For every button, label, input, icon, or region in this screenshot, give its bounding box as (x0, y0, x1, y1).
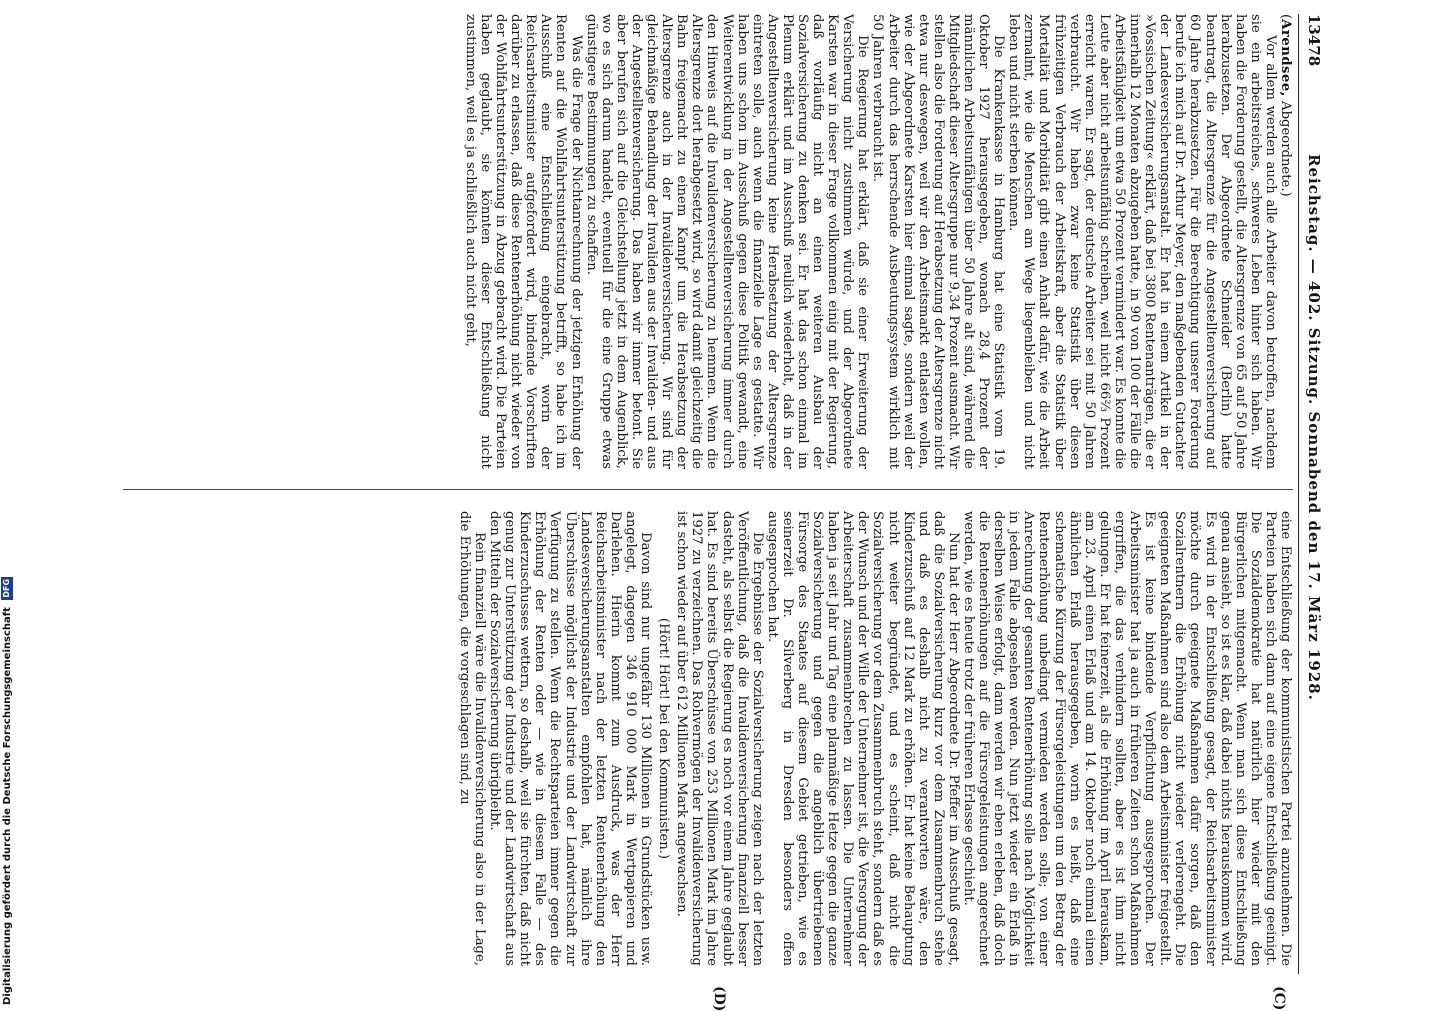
speaker-line: (Arendsee, Abgeordnete.) (1278, 14, 1293, 197)
left-column (123, 14, 1293, 469)
digitization-credit (1, 45, 15, 1005)
page-header (1301, 14, 1327, 974)
dfg-logo: DFG (2, 578, 11, 598)
page-number: 13478 (1305, 14, 1323, 67)
credit-text: Digitalisierung gefördert durch die Deutsche Forschungsgemeinschaft (2, 607, 13, 1005)
rotated-document-page (107, 14, 1327, 1011)
paragraph: Die Regierung hat erklärt, daß sie einer Erweiterung der Versicherung nicht zustimmen würde, und der Abgeordnete Karsten war in dieser Frage vollkommen einig mit der Regierung, daß vorläufig nicht an einen weiteren Ausbau der Sozialversicherung zu denken sei. Er hat das schon einmal im Plenum erklärt und im Ausschuß neulich wiederholt, daß in der Angestelltenversicherung keine Herabsetzung der Altersgrenze eintreten solle, auch wenn die finanzielle Lage es gestatte. Wir haben uns schon im Ausschuß gegen diese Politik gewandt, eine Weiterentwicklung in der Angestelltenversicherung immer durch den Hinweis auf die Invalidenversicherung zu hemmen. Wenn die Altersgrenze dort herabgesetzt wird, so wird damit gleichzeitig die Bahn freigemacht zu einem Kampf um die Herabsetzung der Altersgrenze auch in der Invalidenversicherung. Wir sind für gleichmäßige Behandlung der Invaliden aus der Invaliden- und aus der Angestelltenversicherung. Das haben wir immer betont. Sie aber berufen sich auf die Gleichstellung jetzt in dem Augenblick, wo es sich darum handelt, eventuell für die eine Gruppe etwas günstigere Bestimmungen zu schaffen. (583, 14, 871, 469)
column-divider (123, 489, 1293, 490)
paragraph: Nun hat der Herr Abgeordnete Dr. Pfeffer im Ausschuß gesagt, daß die Sozialversicherung kurz vor dem Zusammenbruch stehe und daß es deshalb nicht zu verantworten wäre, den Kinderzuschuß auf 12 Mark zu erhöhen. Er hat keine Behauptung nicht weiter begründet, und es scheint, daß nicht die Sozialversicherung vor dem Zusammenbruch steht, sondern daß es der Wunsch und der Wille der Unternehmer ist, die Versorgung der Arbeiterschaft zusammenbrechen zu lassen. Die Unternehmer haben ja seit Jahr und Tag eine planmäßige Hetze gegen die ganze Sozialversicherung und gegen die angeblich übertriebenen Fürsorge des Staates auf diesem Gebiet getrieben, wie es seinerzeit Dr. Silverberg in Dresden besonders offen ausgesprochen hat. (764, 511, 961, 966)
paragraph: Die Ergebnisse der Sozialversicherung zeigen nach der letzten Veröffentlichung, daß die Invalidenversicherung finanziell besser dasteht, als selbst die Regierung es noch vor einem Jahre geglaubt hat. Es sind bereits Überschüsse von 253 Millionen Mark im Jahre 1927 zu verzeichnen. Das Rohvermögen der Invalidenversicherung ist schon wieder auf über 612 Millionen Mark angewachsen. (674, 511, 765, 966)
header-rule (1298, 14, 1299, 974)
right-column (123, 511, 1293, 966)
paragraph: Rein finanziell wäre die Invalidenversicherung also in der Lage, die Erhöhungen, die vorgeschlagen sind, zu (456, 511, 488, 966)
paragraph: Davon sind nur ungefähr 130 Millionen in Grundstücken usw. angelegt, dagegen 346 910 000 Mark in Wertpapieren und Darlehen. Hierin kommt zum Ausdruck, was der Herr Reichsarbeitsminister nach der letzten Rentenerhöhung den Landesversicherungsanstalten empfohlen hat, nämlich ihre Überschüsse möglichst der Industrie und der Landwirtschaft zur Verfügung zu stellen. Wenn die Rechtsparteien immer gegen die Erhöhung der Renten oder — wie in diesem Falle — des Kinderzuschusses wettern, so deshalb, weil sie fürchten, daß nicht genug zur Unterstützung der Industrie und der Landwirtschaft aus den Mitteln der Sozialversicherung übrigbleibt. (487, 511, 654, 966)
margin-marker-c: (C) (1271, 986, 1287, 1011)
speaker-name: Arendsee, (1278, 19, 1293, 97)
margin-marker-d: (D) (711, 986, 727, 1011)
paragraph: Die Krankenkasse in Hamburg hat eine Statistik vom 19. Oktober 1927 herausgegeben, wonach 28,4 Prozent der männlichen Arbeitsunfähigen über 50 Jahre alt sind, während die Mitgliedschaft dieser Altersgruppe nur 9,34 Prozent ausmacht. Wir stellen also die Forderung auf Herabsetzung der Altersgrenze nicht etwa nur deswegen, weil wir den Arbeitsmarkt entlasten wollen, wie der Abgeordnete Karsten hier einmal sagte, sondern weil der Arbeiter durch das herrschende Ausbeutungssystem wirklich mit 50 Jahren verbraucht ist. (870, 14, 1007, 469)
paragraph: Vor allem werden auch alle Arbeiter davon betroffen, nachdem sie ein arbeitsreiches, schweres Leben hinter sich haben. Wir haben die Forderung gestellt, die Altersgrenze von 65 auf 50 Jahre herabzusetzen. Der Abgeordnete Schneider (Berlin) hatte beantragt, die Altersgrenze für die Angestelltenversicherung auf 60 Jahre herabzusetzen. Für die Berechtigung unserer Forderung berufe ich mich auf Dr. Arthur Meyer, den maßgebenden Gutachter der Landesversicherungsanstalt. Er hat in einem Artikel in der »Vossischen Zeitung« erklärt, daß bei 3800 Rentenanträgen, die er innerhalb 12 Monaten abzugeben hatte, in 90 von 100 der Fälle die Arbeitsfähigkeit um etwa 50 Prozent vermindert war. Es konnte die Leute aber nicht arbeitsunfähig schreiben, weil nicht 66⅔ Prozent erreicht waren. Er sagt, der deutsche Arbeiter sei mit 50 Jahren verbraucht. Wir haben zwar keine Statistik über diesen frühzeitigen Verbrauch der Arbeitskraft, aber die Statistik über Mortalität und Morbidität gibt einen Anhalt dafür, wie die Arbeit zermalmt, wie die Menschen am Wege liegenbleiben und nicht leben und nicht sterben können. (1006, 14, 1278, 469)
interjection: (Hört! Hört! bei den Kommunisten.) (656, 617, 672, 860)
running-title: Reichstag. — 402. Sitzung. Sonnabend den 17. März 1928. (1305, 154, 1323, 701)
paragraph: Was die Frage der Nichtanrechnung der jetzigen Erhöhung der Renten auf die Wohlfahrtsunterstützung betrifft, so habe ich im Ausschuß eine Entschließung eingebracht, worin der Reichsarbeitsminister aufgefordert wird, bindende Vorschriften darüber zu erlassen, daß diese Rentenerhöhung nicht wieder von der Wohlfahrtsunterstützung in Abzug gebracht wird. Die Parteien haben geglaubt, sie könnten dieser Entschließung nicht zustimmen, weil es ja schließlich auch nicht geht, (462, 14, 584, 469)
paragraph: eine Entschließung der kommunistischen Partei anzunehmen. Die Parteien haben sich dann auf eine eigene Entschließung geeinigt. Die Sozialdemokratie hat natürlich hier wieder mit den Bürgerlichen mitgemacht. Wenn man sich diese Entschließung genau ansieht, so ist es klar, daß dabei nichts herauskommen wird. Es wird in der Entschließung gesagt, der Reichsarbeitsminister möchte durch geeignete Maßnahmen dafür sorgen, daß den Sozialrentnern die Erhöhung nicht wieder verlorengeht. Die geeigneten Maßnahmen sind also dem Arbeitsminister freigestellt. Es ist keine bindende Verpflichtung ausgesprochen. Der Arbeitsminister hat ja auch in früheren Zeiten schon Maßnahmen ergriffen, die das verhindern sollten, aber es ist ihm nicht gelungen. Er hat feinerzeit, als die Erhöhung im April herauskam, am 23. April einen Erlaß und am 14. Oktober noch einmal einen ähnlichen Erlaß herausgegeben, worin es heißt, daß eine schematische Kürzung der Fürsorgeleistungen um den Betrag der Rentenerhöhung unbedingt vermieden werden solle; von einer Anrechnung der gesamten Rentenerhöhung solle nach Möglichkeit in jedem Falle abgesehen werden. Nun jetzt wieder ein Erlaß in derselben Weise erfolgt, dann werden wir eben erleben, daß doch die Rentenerhöhungen auf die Fürsorgeleistungen angerechnet werden, wie es heute trotz der früheren Erlasse geschieht. (961, 511, 1293, 966)
speaker-role: Abgeordnete.) (1278, 101, 1293, 197)
